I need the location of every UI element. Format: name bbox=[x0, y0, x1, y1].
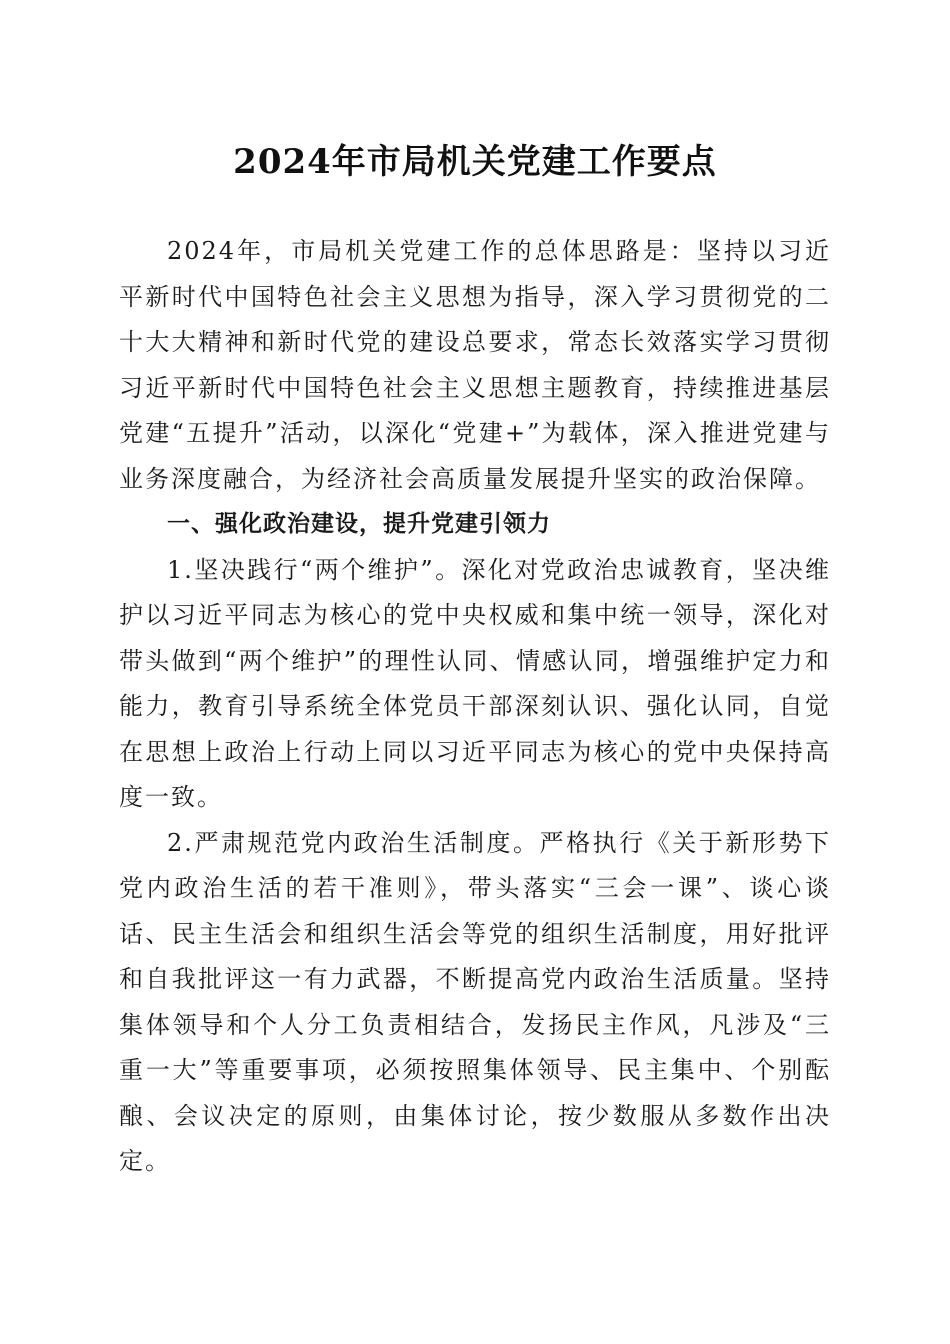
section-item-1: 1.坚决践行“两个维护”。深化对党政治忠诚教育，坚决维护以习近平同志为核心的党中央权威和集中统一领导，深化对带头做到“两个维护”的理性认同、情感认同，增强维护定力和能力，教育引导系统全体党员干部深刻认识、强化认同，自觉在思想上政治上行动上同以习近平同志为核心的党中央保持高度一致。 bbox=[119, 555, 831, 811]
intro-paragraph: 2024年，市局机关党建工作的总体思路是：坚持以习近平新时代中国特色社会主义思想为指导，深入学习贯彻党的二十大大精神和新时代党的建设总要求，常态长效落实学习贯彻习近平新时代中国特色社会主义思想主题教育，持续推进基层党建“五提升”活动，以深化“党建+”为载体，深入推进党建与业务深度融合，为经济社会高质量发展提升坚实的政治保障。 bbox=[119, 237, 831, 493]
document-body bbox=[119, 229, 831, 1185]
section-heading: 一、强化政治建设，提升党建引领力 bbox=[167, 511, 551, 537]
document-title: 2024年市局机关党建工作要点 bbox=[233, 142, 717, 182]
section-item-2: 2.严肃规范党内政治生活制度。严格执行《关于新形势下党内政治生活的若干准则》，带头落实“三会一课”、谈心谈话、民主生活会和组织生活会等党的组织生活制度，用好批评和自我批评这一有力武器，不断提高党内政治生活质量。坚持集体领导和个人分工负责相结合，发扬民主作风，凡涉及“三重一大”等重要事项，必须按照集体领导、民主集中、个别酝酿、会议决定的原则，由集体讨论，按少数服从多数作出决定。 bbox=[119, 828, 831, 1175]
